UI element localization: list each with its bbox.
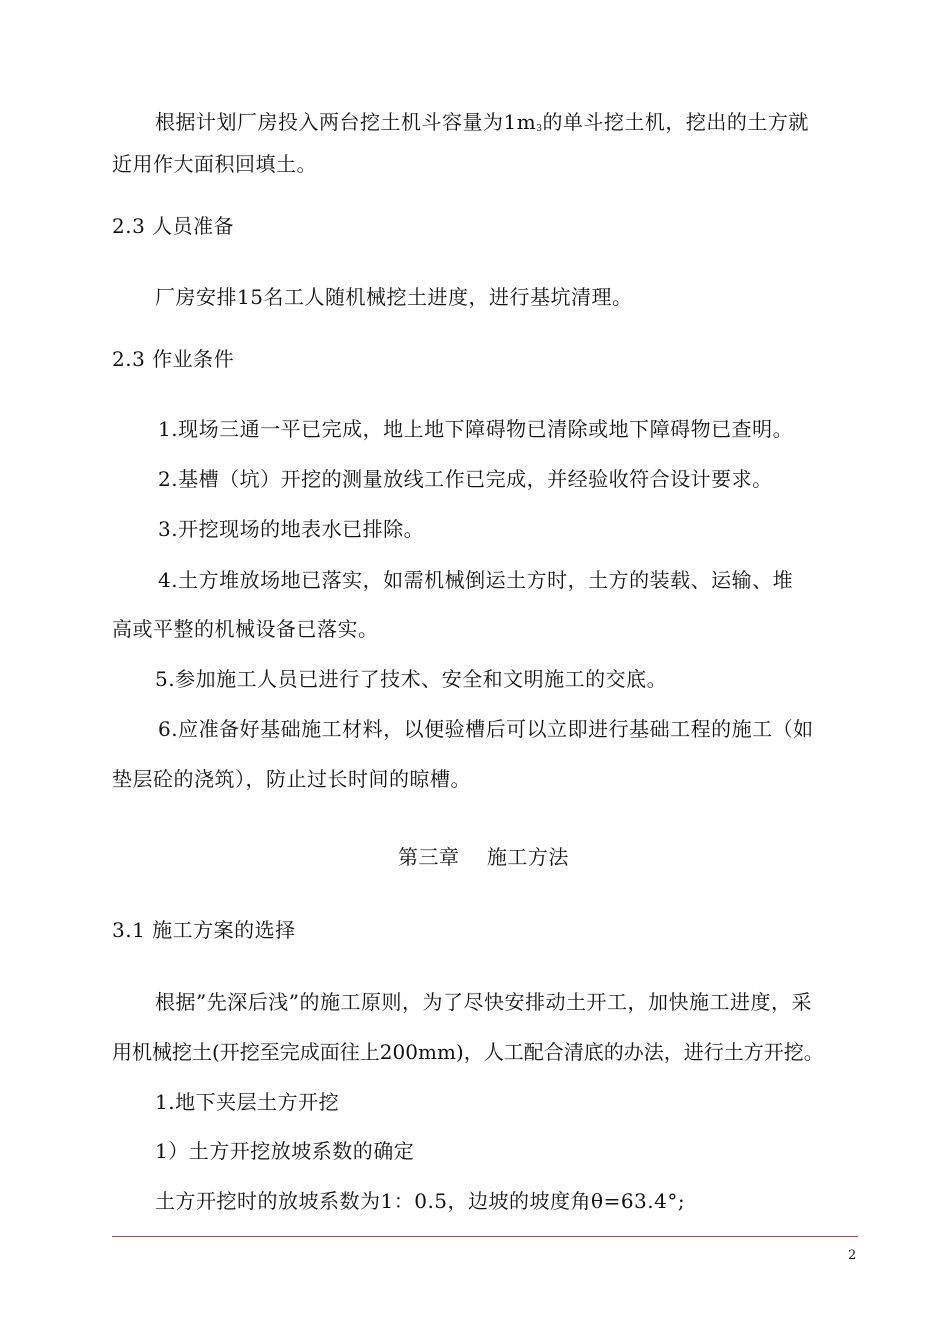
- paragraph-line: 根据计划厂房投入两台挖土机斗容量为$1m_3$的单斗挖土机，挖出的土方就: [155, 110, 809, 134]
- paragraph-line: 厂房安排15名工人随机械挖土进度，进行基坑清理。: [155, 285, 633, 309]
- paragraph-line: 土方开挖时的放坡系数为1：0.5，边坡的坡度角θ=63.4°;: [155, 1189, 686, 1213]
- list-item: 5.参加施工人员已进行了技术、安全和文明施工的交底。: [155, 667, 668, 691]
- section-heading: 2.3 作业条件: [112, 347, 235, 371]
- section-heading: 2.3 人员准备: [112, 214, 235, 238]
- chapter-title: 第三章 施工方法: [398, 845, 569, 869]
- page-number: 2: [848, 1248, 857, 1263]
- section-heading: 3.1 施工方案的选择: [112, 918, 296, 942]
- paragraph-line: 用机械挖土(开挖至完成面往上200mm)，人工配合清底的办法，进行土方开挖。: [112, 1040, 824, 1064]
- superscript-text: 3: [536, 124, 543, 134]
- list-item-continuation: 高或平整的机械设备已落实。: [112, 617, 379, 641]
- list-item: 4.土方堆放场地已落实，如需机械倒运土方时，土方的装载、运输、堆: [158, 568, 794, 592]
- list-item: 1.现场三通一平已完成，地上地下障碍物已清除或地下障碍物已查明。: [158, 417, 794, 441]
- paragraph-line: 根据”先深后浅”的施工原则，为了尽快安排动土开工，加快施工进度，采: [155, 990, 812, 1014]
- list-item: 6.应准备好基础施工材料，以便验槽后可以立即进行基础工程的施工（如: [158, 717, 814, 741]
- paragraph-line: 近用作大面积回填土。: [112, 152, 317, 176]
- list-item: 2.基槽（坑）开挖的测量放线工作已完成，并经验收符合设计要求。: [158, 467, 773, 491]
- list-item-continuation: 垫层砼的浇筑），防止过长时间的晾槽。: [112, 767, 471, 791]
- footer-divider: [112, 1236, 858, 1237]
- subheading: 1.地下夹层土方开挖: [155, 1090, 340, 1114]
- list-item: 3.开挖现场的地表水已排除。: [158, 517, 425, 541]
- subheading: 1）土方开挖放坡系数的确定: [155, 1139, 415, 1163]
